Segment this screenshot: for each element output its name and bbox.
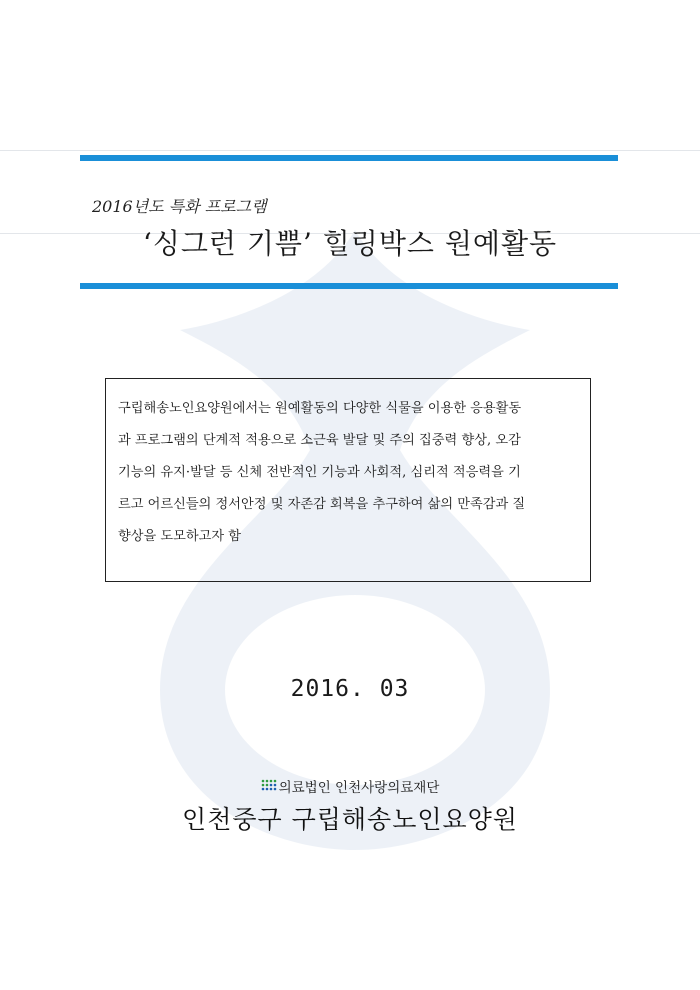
bottom-rule — [80, 283, 618, 289]
summary-line: 기능의 유지·발달 등 신체 전반적인 기능과 사회적, 심리적 적응력을 기 — [118, 465, 521, 480]
top-rule — [80, 155, 618, 161]
program-subtitle: 2016년도 특화 프로그램 — [92, 197, 267, 216]
summary-line: 향상을 도모하고자 함 — [118, 529, 242, 544]
summary-line: 과 프로그램의 단계적 적용으로 소근육 발달 및 주의 집중력 향상, 오감 — [118, 433, 521, 448]
scan-line — [0, 150, 700, 151]
foundation-line — [0, 776, 700, 796]
document-date: 2016. 03 — [290, 676, 410, 702]
program-title: ‘싱그런 기쁨’ 힐링박스 원예활동 — [142, 227, 558, 260]
summary-line: 르고 어르신들의 정서안정 및 자존감 회복을 추구하여 삶의 만족감과 질 — [118, 497, 526, 512]
foundation-name: 의료법인 인천사랑의료재단 — [278, 780, 440, 796]
dot-grid-logo-icon — [261, 779, 277, 793]
program-summary-box — [105, 378, 591, 582]
summary-line: 구립해송노인요양원에서는 원예활동의 다양한 식물을 이용한 응용활동 — [118, 401, 522, 416]
institution-name: 인천중구 구립해송노인요양원 — [182, 805, 518, 834]
